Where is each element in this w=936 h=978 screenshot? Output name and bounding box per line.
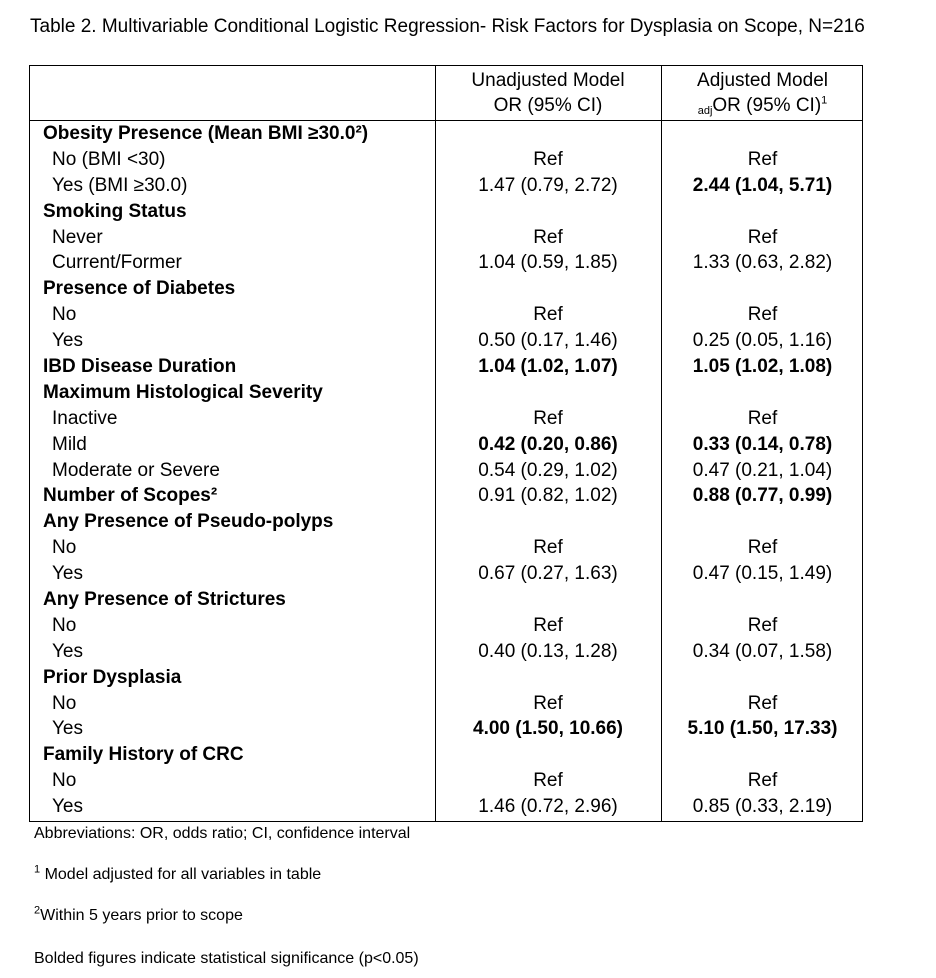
unadjusted-or-value: 0.67 (0.27, 1.63)	[478, 563, 618, 585]
footnote-1-text: Model adjusted for all variables in table	[44, 866, 322, 883]
adjusted-or-value: 0.25 (0.05, 1.16)	[692, 330, 833, 352]
category-label: No (BMI <30)	[52, 148, 166, 170]
footnote-1-mark: 1	[34, 863, 41, 876]
table-row	[30, 639, 862, 665]
table-row	[30, 276, 862, 302]
unadjusted-model-title: Unadjusted Model	[471, 70, 625, 91]
category-label: Yes	[52, 796, 83, 818]
table-row	[30, 483, 862, 509]
table-row	[30, 406, 862, 432]
category-label: Never	[52, 226, 103, 248]
unadjusted-or-value: 1.04 (0.59, 1.85)	[478, 252, 618, 274]
table-row	[30, 147, 862, 173]
footnote-2-text: Within 5 years prior to scope	[40, 907, 243, 924]
category-label: Yes	[52, 563, 83, 585]
variable-heading: IBD Disease Duration	[43, 356, 237, 378]
adjusted-or-value: 0.47 (0.15, 1.49)	[692, 563, 833, 585]
variable-heading: Obesity Presence (Mean BMI ≥30.0²)	[43, 123, 369, 144]
adjusted-or-value: 0.34 (0.07, 1.58)	[692, 640, 833, 662]
adjusted-model-title: Adjusted Model	[697, 70, 828, 91]
variable-heading: Any Presence of Strictures	[43, 589, 286, 611]
table-row	[30, 716, 862, 742]
adjusted-or-value: 5.10 (1.50, 17.33)	[687, 718, 838, 740]
table-row	[30, 691, 862, 717]
unadjusted-or-value: 1.46 (0.72, 2.96)	[478, 796, 618, 818]
category-label: Inactive	[52, 407, 118, 429]
table-title: Table 2. Multivariable Conditional Logistic Regression- Risk Factors for Dysplasia on Scope, N=216	[30, 16, 865, 37]
footnote-mark-1: 1	[821, 94, 828, 107]
footnote-2	[34, 904, 243, 925]
table-header	[30, 66, 862, 121]
table-row	[30, 432, 862, 458]
unadjusted-or-value: 4.00 (1.50, 10.66)	[473, 718, 623, 740]
category-label: No	[52, 614, 77, 636]
table-row	[30, 199, 862, 225]
table-row	[30, 121, 862, 147]
table-row	[30, 665, 862, 691]
unadjusted-model-subtitle: OR (95% CI)	[493, 95, 603, 116]
unadjusted-or-value: 1.47 (0.79, 2.72)	[478, 174, 618, 196]
category-label: No	[52, 692, 77, 714]
adjusted-model-header	[661, 68, 864, 124]
adjusted-or-value: Ref	[747, 770, 778, 792]
table-row	[30, 380, 862, 406]
unadjusted-or-value: Ref	[533, 304, 563, 326]
table-row	[30, 794, 862, 820]
unadjusted-or-value: Ref	[533, 692, 563, 714]
table-row	[30, 458, 862, 484]
category-label: Yes	[52, 718, 83, 740]
variable-heading: Family History of CRC	[43, 744, 244, 766]
unadjusted-or-value: 0.54 (0.29, 1.02)	[478, 459, 618, 481]
unadjusted-or-value: Ref	[533, 407, 563, 429]
variable-heading: Number of Scopes²	[43, 485, 218, 507]
category-label: Yes (BMI ≥30.0)	[52, 174, 188, 196]
variable-heading: Presence of Diabetes	[43, 278, 236, 300]
adjusted-or-value: 1.33 (0.63, 2.82)	[692, 252, 833, 274]
unadjusted-or-value: 0.40 (0.13, 1.28)	[478, 640, 618, 662]
adjusted-or-value: 0.85 (0.33, 2.19)	[692, 796, 833, 818]
unadjusted-model-header	[435, 68, 661, 118]
adjusted-or-value: 0.47 (0.21, 1.04)	[692, 459, 833, 481]
category-label: Yes	[52, 330, 83, 352]
category-label: No	[52, 770, 77, 792]
table-row	[30, 328, 862, 354]
category-label: Current/Former	[52, 252, 182, 274]
unadjusted-or-value: Ref	[533, 148, 563, 170]
unadjusted-or-value: 1.04 (1.02, 1.07)	[478, 356, 618, 378]
variable-heading: Maximum Histological Severity	[43, 381, 323, 403]
adjusted-model-subtitle	[661, 93, 864, 124]
adjusted-or-value: Ref	[747, 304, 778, 326]
adjusted-or-value: 1.05 (1.02, 1.08)	[692, 356, 833, 378]
unadjusted-or-value: Ref	[533, 226, 563, 248]
table-body	[30, 121, 862, 820]
adjusted-or-value: Ref	[747, 537, 778, 559]
table-row	[30, 587, 862, 613]
unadjusted-or-value: 0.42 (0.20, 0.86)	[478, 433, 618, 455]
variable-heading: Smoking Status	[43, 200, 187, 222]
unadjusted-or-value: Ref	[533, 537, 563, 559]
variable-heading: Prior Dysplasia	[43, 666, 182, 688]
unadjusted-or-value: 0.91 (0.82, 1.02)	[478, 485, 618, 507]
variable-heading: Any Presence of Pseudo-polyps	[43, 511, 334, 533]
regression-table	[29, 65, 863, 822]
table-row	[30, 302, 862, 328]
table-row	[30, 225, 862, 251]
adjusted-or-value: Ref	[747, 148, 778, 170]
table-row	[30, 768, 862, 794]
adjusted-or-value: 0.33 (0.14, 0.78)	[692, 433, 833, 455]
adjusted-or-value: Ref	[747, 226, 778, 248]
table-row	[30, 613, 862, 639]
adjusted-or-value: Ref	[747, 614, 778, 636]
category-label: Yes	[52, 640, 83, 662]
table-row	[30, 354, 862, 380]
unadjusted-or-value: 0.50 (0.17, 1.46)	[478, 330, 618, 352]
category-label: Mild	[52, 433, 87, 455]
footnote-2-mark: 2	[34, 904, 41, 917]
footnote-1	[34, 863, 322, 884]
adjusted-or-value: Ref	[747, 407, 778, 429]
table-row	[30, 742, 862, 768]
category-label: No	[52, 537, 77, 559]
table-row	[30, 561, 862, 587]
adj-subscript: adj	[697, 105, 713, 117]
unadjusted-or-value: Ref	[533, 770, 563, 792]
adjusted-or-value: 0.88 (0.77, 0.99)	[692, 485, 833, 507]
abbreviations-note: Abbreviations: OR, odds ratio; CI, confidence interval	[34, 825, 411, 842]
significance-note: Bolded figures indicate statistical significance (p<0.05)	[34, 950, 419, 967]
table-row	[30, 250, 862, 276]
category-label: No	[52, 304, 77, 326]
adjusted-or-value: 2.44 (1.04, 5.71)	[692, 174, 833, 196]
adjusted-or-label: OR (95% CI)	[712, 95, 822, 116]
adjusted-or-value: Ref	[747, 692, 778, 714]
table-row	[30, 509, 862, 535]
unadjusted-or-value: Ref	[533, 614, 563, 636]
category-label: Moderate or Severe	[52, 459, 220, 481]
table-row	[30, 535, 862, 561]
table-row	[30, 173, 862, 199]
